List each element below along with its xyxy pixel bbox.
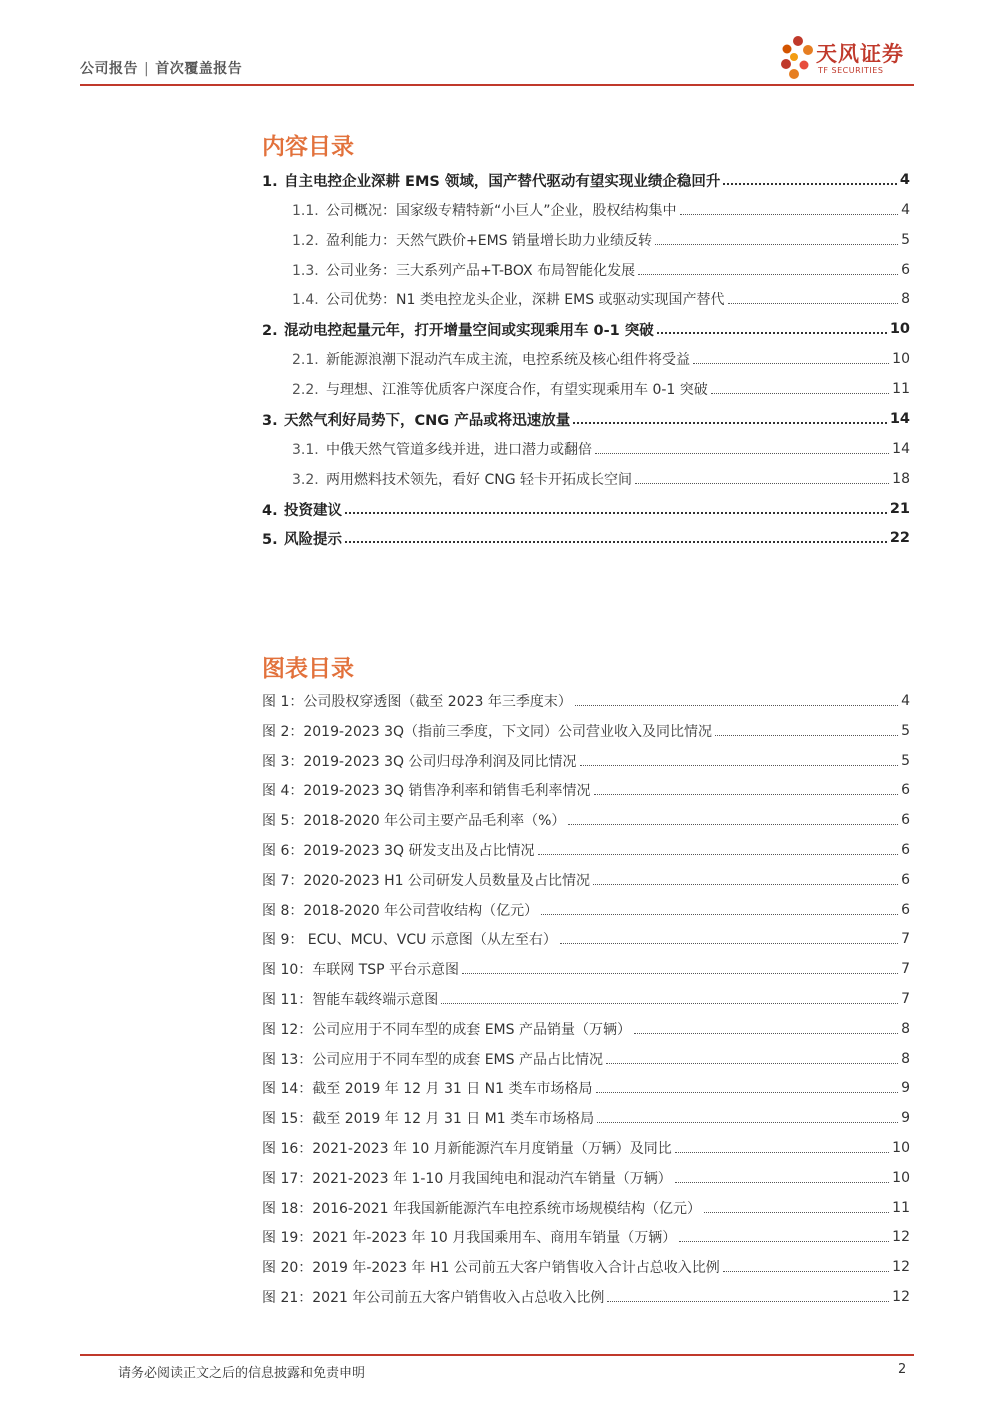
figure-list-entry[interactable]	[262, 805, 910, 835]
toc-entry-label	[292, 349, 690, 369]
figure-entry-label: 图 11：智能车载终端示意图	[262, 992, 439, 1008]
dot-leader	[657, 324, 887, 334]
dot-leader	[568, 816, 898, 825]
figure-list-entry[interactable]	[262, 954, 910, 984]
toc-entry-text: 盈利能力：天然气跌价+EMS 销量增长助力业绩反转	[326, 233, 652, 249]
figure-list-entry[interactable]	[262, 1222, 910, 1252]
toc-page-number: 18	[892, 471, 910, 487]
toc-section-entry[interactable]	[292, 195, 910, 225]
toc-section-entry[interactable]	[292, 225, 910, 255]
footer-page-number: 2	[898, 1362, 907, 1377]
toc-entry-label	[262, 409, 570, 430]
figure-list-entry[interactable]	[262, 1193, 910, 1223]
dot-leader	[635, 475, 889, 484]
toc-entry-number: 2.2.	[292, 382, 319, 398]
toc-entry-number: 5.	[262, 531, 278, 548]
toc-chapter-entry[interactable]	[262, 165, 910, 195]
toc-entry-number: 1.1.	[292, 203, 319, 219]
dot-leader	[693, 355, 889, 364]
figure-list-entry[interactable]	[262, 1163, 910, 1193]
figure-page-number: 7	[901, 991, 910, 1007]
figure-entry-label: 图 18：2016-2021 年我国新能源汽车电控系统市场规模结构（亿元）	[262, 1201, 702, 1217]
dot-leader	[675, 1174, 889, 1183]
toc-page-number: 8	[901, 291, 910, 307]
toc-page-number: 5	[901, 232, 910, 248]
toc-chapter-entry[interactable]	[262, 404, 910, 434]
toc-entry-text: 风险提示	[284, 531, 342, 548]
toc-entry-label	[292, 200, 677, 220]
toc-page-number: 14	[889, 411, 910, 427]
footer-divider	[80, 1354, 914, 1356]
figure-list-entry[interactable]	[262, 895, 910, 925]
figure-entry-label: 图 5：2018-2020 年公司主要产品毛利率（%）	[262, 813, 566, 829]
toc-entry-text: 公司业务：三大系列产品+T-BOX 布局智能化发展	[326, 263, 636, 279]
dot-leader	[597, 1114, 898, 1123]
dot-leader	[560, 935, 898, 944]
dot-leader	[596, 1084, 899, 1093]
figures-title: 图表目录	[262, 656, 354, 682]
figure-list-entry[interactable]	[262, 686, 910, 716]
figure-list-entry[interactable]	[262, 835, 910, 865]
toc-entry-label	[292, 260, 635, 280]
toc-entry-text: 混动电控起量元年，打开增量空间或实现乘用车 0-1 突破	[284, 322, 654, 339]
figure-page-number: 5	[901, 753, 910, 769]
toc-entry-label	[262, 499, 342, 520]
toc-entry-label	[262, 170, 720, 191]
toc-entry-number: 1.3.	[292, 263, 319, 279]
figure-page-number: 6	[901, 782, 910, 798]
figure-page-number: 7	[901, 931, 910, 947]
toc-section-entry[interactable]	[292, 374, 910, 404]
dot-leader	[462, 965, 898, 974]
dot-leader	[594, 786, 899, 795]
dot-leader	[575, 697, 898, 706]
toc-section-entry[interactable]	[292, 284, 910, 314]
toc-page-number: 6	[901, 262, 910, 278]
figure-page-number: 12	[892, 1259, 910, 1275]
contents-title: 内容目录	[262, 134, 354, 160]
toc-entry-text: 公司优势：N1 类电控龙头企业，深耕 EMS 或驱动实现国产替代	[326, 292, 725, 308]
dot-leader	[345, 533, 887, 543]
figure-list-entry[interactable]	[262, 1073, 910, 1103]
report-type: 公司报告	[80, 61, 138, 77]
toc-entry-label	[292, 230, 652, 250]
toc-entry-text: 自主电控企业深耕 EMS 领域，国产替代驱动有望实现业绩企稳回升	[284, 173, 721, 190]
toc-entry-number: 2.1.	[292, 352, 319, 368]
toc-entry-text: 天然气利好局势下，CNG 产品或将迅速放量	[284, 412, 571, 429]
figure-entry-label: 图 6：2019-2023 3Q 研发支出及占比情况	[262, 843, 535, 859]
figure-list-entry[interactable]	[262, 1282, 910, 1312]
figure-entry-label: 图 16：2021-2023 年 10 月新能源汽车月度销量（万辆）及同比	[262, 1141, 672, 1157]
figure-page-number: 9	[901, 1110, 910, 1126]
header-separator: |	[144, 61, 150, 77]
report-category	[80, 58, 242, 78]
toc-chapter-entry[interactable]	[262, 314, 910, 344]
figure-entry-label: 图 20：2019 年-2023 年 H1 公司前五大客户销售收入合计占总收入比例	[262, 1260, 720, 1276]
figure-entry-label: 图 15：截至 2019 年 12 月 31 日 M1 类车市场格局	[262, 1111, 595, 1127]
dot-leader	[538, 846, 899, 855]
toc-entry-number: 3.1.	[292, 442, 319, 458]
toc-page-number: 10	[892, 351, 910, 367]
dot-leader	[711, 385, 889, 394]
figure-page-number: 10	[892, 1170, 910, 1186]
dot-leader	[573, 414, 887, 424]
figure-entry-label: 图 21：2021 年公司前五大客户销售收入占总收入比例	[262, 1290, 605, 1306]
toc-entry-text: 两用燃料技术领先，看好 CNG 轻卡开拓成长空间	[326, 472, 632, 488]
toc-chapter-entry[interactable]	[262, 494, 910, 524]
dot-leader	[345, 504, 887, 514]
figure-entry-label: 图 8：2018-2020 年公司营收结构（亿元）	[262, 903, 539, 919]
toc-entry-label	[292, 439, 592, 459]
figure-page-number: 11	[892, 1200, 910, 1216]
figure-page-number: 6	[901, 902, 910, 918]
toc-entry-text: 公司概况：国家级专精特新“小巨人”企业，股权结构集中	[326, 203, 677, 219]
toc-entry-number: 1.	[262, 173, 278, 190]
figure-list-entry[interactable]	[262, 1133, 910, 1163]
dot-leader	[595, 445, 889, 454]
toc-entry-label	[262, 528, 342, 549]
figure-page-number: 7	[901, 961, 910, 977]
figure-page-number: 12	[892, 1289, 910, 1305]
figure-entry-label: 图 3：2019-2023 3Q 公司归母净利润及同比情况	[262, 754, 577, 770]
toc-section-entry[interactable]	[292, 434, 910, 464]
logo-name: 天风证券	[816, 42, 904, 66]
toc-chapter-entry[interactable]	[262, 523, 910, 553]
toc-page-number: 4	[899, 172, 910, 188]
toc-page-number: 10	[889, 321, 910, 337]
dot-leader	[606, 1055, 898, 1064]
dot-leader	[704, 1204, 889, 1213]
figure-page-number: 8	[901, 1021, 910, 1037]
dot-leader	[541, 906, 898, 915]
figure-page-number: 8	[901, 1051, 910, 1067]
figure-list-entry[interactable]	[262, 1044, 910, 1074]
figure-page-number: 6	[901, 872, 910, 888]
toc-entry-number: 3.2.	[292, 472, 319, 488]
toc-entry-label	[292, 469, 632, 489]
toc-page-number: 14	[892, 441, 910, 457]
figure-entry-label: 图 14：截至 2019 年 12 月 31 日 N1 类车市场格局	[262, 1081, 593, 1097]
dot-leader	[441, 995, 898, 1004]
figure-entry-label: 图 17：2021-2023 年 1-10 月我国纯电和混动汽车销量（万辆）	[262, 1171, 672, 1187]
figure-entry-label: 图 1：公司股权穿透图（截至 2023 年三季度末）	[262, 694, 572, 710]
toc-entry-number: 1.4.	[292, 292, 319, 308]
report-subtype: 首次覆盖报告	[155, 61, 243, 77]
figure-page-number: 10	[892, 1140, 910, 1156]
dot-leader	[728, 295, 899, 304]
figure-list-entry[interactable]	[262, 1014, 910, 1044]
dot-leader	[680, 206, 899, 215]
toc-section-entry[interactable]	[292, 255, 910, 285]
toc-page-number: 4	[901, 202, 910, 218]
dot-leader	[723, 175, 897, 185]
toc-entry-number: 3.	[262, 412, 278, 429]
dot-leader	[634, 1025, 898, 1034]
toc-page-number: 11	[892, 381, 910, 397]
toc-entry-text: 中俄天然气管道多线并进，进口潜力或翻倍	[326, 442, 592, 458]
logo-english: TF SECURITIES	[818, 66, 884, 75]
dot-leader	[638, 266, 898, 275]
dot-leader	[580, 757, 899, 766]
toc-entry-text: 与理想、江淮等优质客户深度合作，有望实现乘用车 0-1 突破	[326, 382, 708, 398]
toc-section-entry[interactable]	[292, 464, 910, 494]
dot-leader	[655, 236, 898, 245]
footer-disclaimer: 请务必阅读正文之后的信息披露和免责申明	[118, 1366, 366, 1381]
figure-list-entry[interactable]	[262, 984, 910, 1014]
toc-entry-number: 2.	[262, 322, 278, 339]
figure-entry-label: 图 7：2020-2023 H1 公司研发人员数量及占比情况	[262, 873, 591, 889]
toc-page-number: 22	[889, 530, 910, 546]
toc-entry-label	[292, 379, 708, 399]
dot-leader	[679, 1233, 889, 1242]
dot-leader	[593, 876, 898, 885]
toc-entry-label	[292, 289, 725, 309]
figure-list-entry[interactable]	[262, 924, 910, 954]
figure-page-number: 4	[901, 693, 910, 709]
figure-page-number: 9	[901, 1080, 910, 1096]
figure-entry-label: 图 13：公司应用于不同车型的成套 EMS 产品占比情况	[262, 1052, 603, 1068]
toc-entry-label	[262, 319, 654, 340]
company-logo	[778, 32, 918, 84]
figure-list-entry[interactable]	[262, 775, 910, 805]
figure-entry-label: 图 19：2021 年-2023 年 10 月我国乘用车、商用车销量（万辆）	[262, 1230, 677, 1246]
toc-entry-text: 新能源浪潮下混动汽车成主流，电控系统及核心组件将受益	[326, 352, 690, 368]
figure-entry-label: 图 4：2019-2023 3Q 销售净利率和销售毛利率情况	[262, 783, 591, 799]
figure-list-entry[interactable]	[262, 716, 910, 746]
figure-entry-label: 图 12：公司应用于不同车型的成套 EMS 产品销量（万辆）	[262, 1022, 631, 1038]
figure-list-entry[interactable]	[262, 1252, 910, 1282]
figure-entry-label: 图 2：2019-2023 3Q（指前三季度，下文同）公司营业收入及同比情况	[262, 724, 713, 740]
figure-entry-label: 图 10：车联网 TSP 平台示意图	[262, 962, 460, 978]
figure-page-number: 5	[901, 723, 910, 739]
figure-list-entry[interactable]	[262, 865, 910, 895]
figure-list-entry[interactable]	[262, 746, 910, 776]
toc-entry-number: 1.2.	[292, 233, 319, 249]
dot-leader	[723, 1263, 889, 1272]
toc-section-entry[interactable]	[292, 344, 910, 374]
figure-entry-label: 图 9： ECU、MCU、VCU 示意图（从左至右）	[262, 932, 557, 948]
figure-page-number: 12	[892, 1229, 910, 1245]
toc-page-number: 21	[889, 501, 910, 517]
dot-leader	[607, 1293, 889, 1302]
toc-entry-number: 4.	[262, 502, 278, 519]
flower-logo-icon	[778, 32, 818, 84]
toc-entry-text: 投资建议	[284, 502, 342, 519]
figure-page-number: 6	[901, 812, 910, 828]
dot-leader	[715, 727, 898, 736]
dot-leader	[675, 1144, 889, 1153]
figure-list-entry[interactable]	[262, 1103, 910, 1133]
header-divider	[80, 84, 914, 86]
figure-page-number: 6	[901, 842, 910, 858]
